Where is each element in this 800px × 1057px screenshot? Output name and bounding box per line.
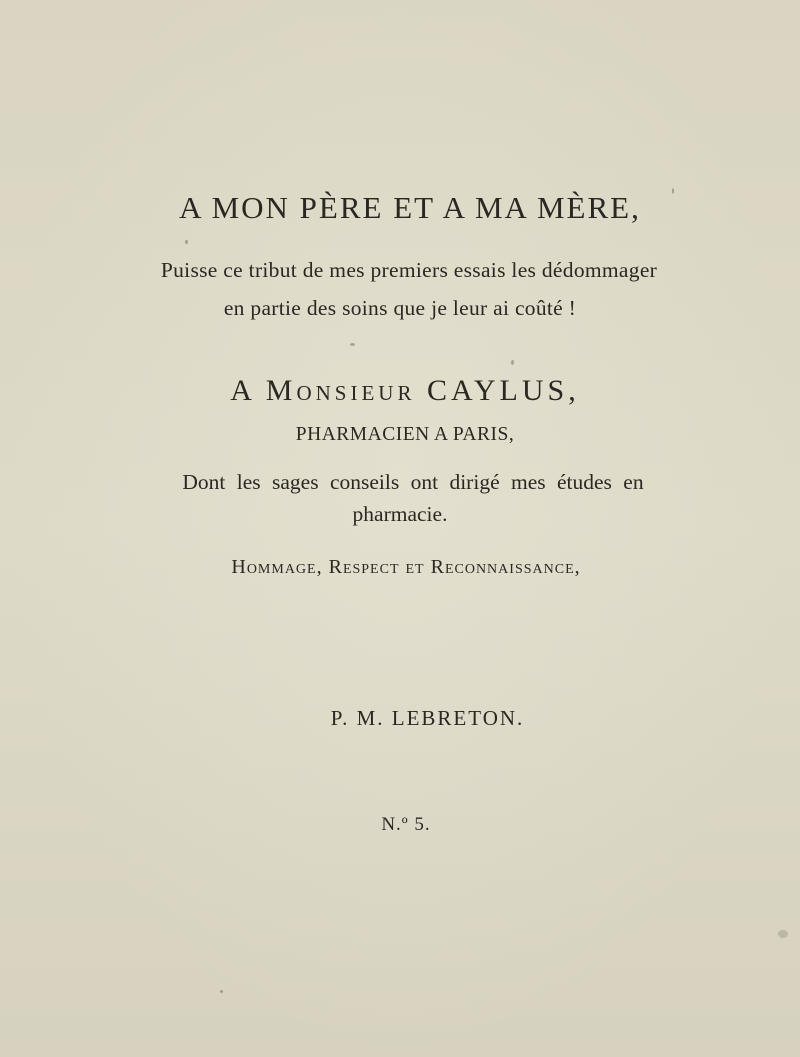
paper-speck: [672, 188, 674, 194]
paper-speck: [511, 360, 514, 365]
author-signature: P. M. LEBRETON.: [330, 706, 525, 730]
paper-speck: [778, 930, 788, 938]
paper-speck: [350, 343, 355, 346]
patron-text-line-1: Dont les sages conseils ont dirigé mes études en: [182, 470, 644, 494]
show-through-bleed: [160, 70, 188, 132]
dedication-title: A MON PÈRE ET A MA MÈRE,: [179, 190, 641, 225]
patron-name: A Monsieur CAYLUS,: [230, 374, 580, 407]
sheet-number: N.º 5.: [381, 814, 431, 835]
patron-title: PHARMACIEN A PARIS,: [295, 424, 515, 445]
paper-speck: [220, 990, 223, 993]
patron-text-line-2: pharmacie.: [352, 502, 448, 526]
paper-speck: [185, 240, 188, 244]
dedication-text-line-2: en partie des soins que je leur ai coûté !: [223, 296, 577, 320]
homage-line: Hommage, Respect et Reconnaissance,: [231, 556, 581, 578]
dedication-text-line-1: Puisse ce tribut de mes premiers essais les dédommager: [160, 258, 658, 282]
